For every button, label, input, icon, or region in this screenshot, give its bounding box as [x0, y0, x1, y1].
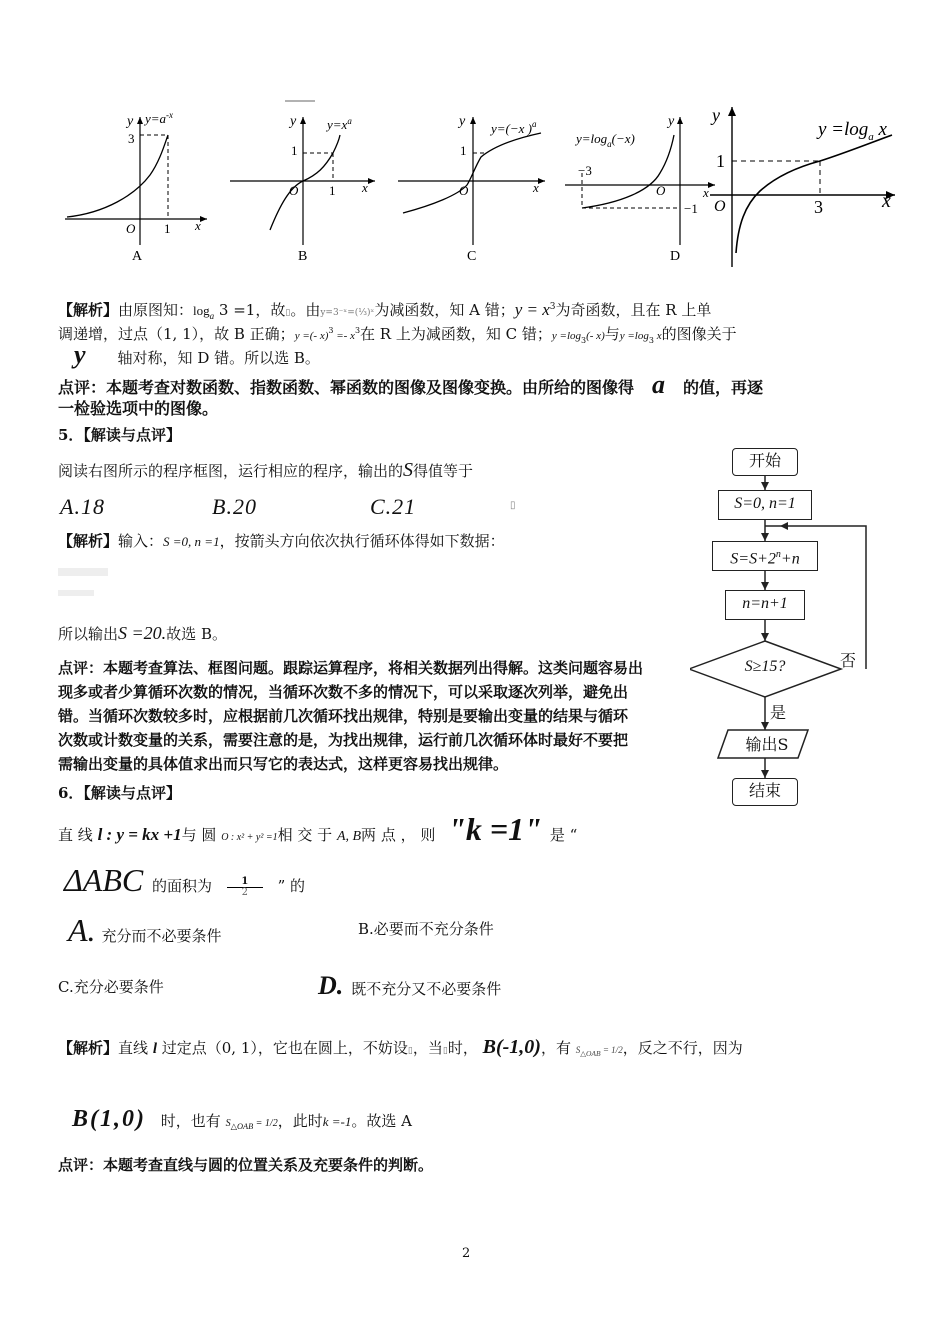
- q6-text: 与 圆: [181, 826, 217, 844]
- q5-math: S: [403, 459, 414, 481]
- graph-b-x-label: x: [362, 180, 368, 195]
- q6-text: ” 的: [277, 877, 306, 895]
- graph-b-y-label: y: [290, 114, 297, 129]
- q4-text: 轴对称，知 D 错。所以选 B。: [117, 349, 320, 367]
- q5-math: S =0, n =1: [163, 534, 220, 549]
- graph-d-tick-x: −3: [578, 163, 592, 178]
- q6-area-expr-2: $S_{\triangle OAB} = 1/2$: [225, 1118, 278, 1131]
- flowchart-step-n: n=n+1: [725, 590, 805, 620]
- graph-d-tick-y: −1: [684, 201, 698, 216]
- flowchart-output: 输出S: [745, 735, 789, 754]
- q6-math-k: k =-1: [322, 1114, 352, 1129]
- graph-a-tick-x: 1: [164, 221, 171, 236]
- q6-area-sub: △OAB: [230, 1122, 254, 1131]
- q6-jiexi-line2: [72, 1104, 412, 1134]
- graph-a-caption: A: [132, 249, 143, 264]
- q5-text: ，按箭头方向依次执行循环体得如下数据：: [219, 532, 505, 550]
- graph-c-caption: C: [467, 249, 477, 264]
- q6-text: 时，: [447, 1039, 478, 1057]
- graph-log-origin: O: [714, 198, 726, 215]
- graph-a-x-label: x: [195, 218, 201, 233]
- q5-option-a: A.18: [60, 494, 105, 519]
- q5-data-table-placeholder: [58, 568, 118, 614]
- flowchart-yes-label: 是: [770, 703, 787, 722]
- q4-text: 调递增，过点（1, 1），故 B 正确；: [58, 325, 295, 343]
- q6-text: ，有: [540, 1039, 571, 1057]
- q4-text: 与: [604, 325, 620, 343]
- flowchart-step-s-a: S=S+2: [730, 550, 776, 568]
- q4-math-y: y: [74, 340, 88, 369]
- q6-text: ，当: [412, 1039, 443, 1057]
- graph-log-tick-x: 3: [814, 197, 823, 217]
- q6-fraction: [227, 877, 263, 898]
- graph-a-curve-label: $y=a^{-x}$: [145, 110, 174, 126]
- q6-area-s: S: [225, 1118, 231, 1129]
- q5-pinping-line: 错。当循环次数较多时，应根据前几次循环找出规律，特别是要输出变量的结果与循环: [58, 707, 629, 725]
- graph-b-tick-x: 1: [329, 183, 336, 198]
- flowchart-start: 开始: [732, 448, 798, 476]
- q6-option-d-mark: D.: [318, 971, 344, 1000]
- q4-math: 3: [549, 302, 556, 312]
- q4-formula-placeholder: y=3⁻ˣ=(⅓)ˣ: [320, 308, 375, 318]
- graph-log-tick-y: 1: [716, 151, 725, 171]
- q6-text: 两 点 ， 则: [361, 826, 436, 844]
- flowchart: [690, 440, 890, 810]
- q6-triangle-abc: ΔABC: [64, 862, 144, 898]
- graph-b-origin: O: [289, 183, 299, 198]
- graph-d: [565, 114, 715, 264]
- q4-text: 的图像关于: [661, 325, 737, 343]
- q6-k-eq: "k =1": [448, 811, 542, 847]
- q6-text: 。故选 A: [351, 1112, 412, 1130]
- q6-text: ，此时: [277, 1112, 323, 1130]
- graph-c: [398, 114, 545, 264]
- graph-d-y-label: y: [668, 114, 675, 129]
- graph-a-origin: O: [126, 221, 136, 236]
- q5-jiexi: [58, 530, 505, 553]
- graphs-row: [55, 95, 915, 275]
- q4-math: y =(- x): [294, 330, 329, 342]
- q6-math: l : y = kx +1: [97, 825, 182, 844]
- graph-c-x-label: x: [533, 180, 539, 195]
- graph-d-caption: D: [670, 249, 681, 264]
- graph-a-y-label: y: [127, 114, 134, 129]
- q6-formula-placeholder: ▯: [407, 1046, 413, 1056]
- q4-text: 在 R 上为减函数，知 C 错；: [360, 325, 552, 343]
- q4-pinping-line2: 一检验选项中的图像。: [58, 399, 219, 418]
- page-number: 2: [462, 1246, 471, 1261]
- q6-option-b: B.必要而不充分条件: [358, 920, 494, 938]
- q6-option-d: [318, 970, 501, 1002]
- graph-log-x-label: x: [882, 190, 891, 212]
- q5-text: 所以输出: [58, 625, 119, 643]
- graph-a: [65, 110, 207, 264]
- q5-option-d-placeholder: ▯: [510, 500, 516, 511]
- q6-option-a-text: 充分而不必要条件: [101, 927, 222, 945]
- flowchart-step-s: [712, 541, 818, 571]
- q5-pinping-line: 点评：本题考查算法、框图问题。跟踪运算程序，将相关数据列出得解。这类问题容易出: [58, 659, 644, 677]
- q4-text: 为减函数，知 A 错；: [374, 301, 515, 319]
- q5-pinping: [58, 656, 643, 776]
- q4-math: log: [193, 303, 210, 318]
- flowchart-end: 结束: [732, 778, 798, 806]
- graph-log-y-label: y: [712, 105, 720, 125]
- graph-b-caption: B: [298, 249, 308, 264]
- q4-text: 为奇函数，且在 R 上单: [555, 301, 712, 319]
- q6-text: 直线: [118, 1039, 149, 1057]
- q6-math-b2: B(1,0): [72, 1106, 146, 1132]
- flowchart-init: S=0, n=1: [718, 490, 812, 520]
- q6-area-num: 1: [611, 1045, 616, 1055]
- graph-log: [710, 105, 895, 267]
- q6-text: 直 线: [58, 826, 93, 844]
- flowchart-step-s-b: +n: [780, 550, 800, 568]
- flowchart-no-label: 否: [840, 651, 857, 670]
- q6-area-den: 2: [272, 1118, 278, 1129]
- q6-formula-placeholder: ▯: [442, 1046, 448, 1056]
- q5-pinping-line: 需输出变量的具体值求出而只写它的表达式，这样更容易找出规律。: [58, 755, 509, 773]
- q6-option-a: [68, 912, 222, 948]
- q6-stem-line2: [64, 860, 305, 900]
- graph-b-curve-label: $y=x^a$: [327, 116, 352, 132]
- q6-text: 时，也有: [160, 1112, 221, 1130]
- q6-area-eq: =: [253, 1118, 265, 1129]
- graph-c-origin: O: [459, 183, 469, 198]
- graph-d-origin: O: [656, 183, 666, 198]
- q4-math: y =log: [619, 330, 649, 342]
- q5-pinping-line: 现多或者少算循环次数的情况，当循环次数不多的情况下，可以采取逐次列举，避免出: [58, 683, 629, 701]
- q4-math: y =log: [551, 330, 582, 342]
- q4-math: 3: [648, 336, 654, 345]
- q4-formula-placeholder: ▯: [285, 308, 291, 318]
- q4-jiexi-line3: [74, 340, 320, 369]
- q4-jiexi-line2: 调递增，过点（1, 1），故 B 正确；y =(- $x)^3 =- x^3$在 R 上为减函数，知 C 错；$y =\log_3(-$ x)与$y =\log_3$ x的图像关于: [58, 325, 737, 345]
- q6-area-expr: $S_{\triangle OAB} = 1/2$: [575, 1045, 623, 1058]
- q5-text: 故选 B。: [166, 625, 227, 643]
- q6-jiexi-line1: [58, 1032, 743, 1062]
- q5-math: S =20.: [118, 623, 167, 643]
- jiexi-heading: 【解析】: [58, 532, 119, 550]
- q4-math-a: a: [652, 370, 666, 399]
- graph-b: [230, 101, 375, 264]
- q6-text: ，反之不行，因为: [622, 1039, 743, 1057]
- q6-frac-den: 2: [227, 887, 263, 898]
- q4-math: (- x): [586, 330, 605, 342]
- graph-c-tick-y: 1: [460, 143, 467, 158]
- jiexi-heading: 【解析】: [58, 301, 119, 319]
- q5-options: [60, 494, 516, 520]
- jiexi-heading: 【解析】: [58, 1039, 119, 1057]
- q4-math: 3: [581, 336, 587, 345]
- graph-a-tick-y: 3: [128, 131, 135, 146]
- q4-text: 由原图知：: [118, 301, 194, 319]
- graph-log-curve-label: $y =\log_a$ x: [818, 119, 887, 143]
- q6-text: 是 “: [549, 826, 578, 844]
- q5-heading: 5．【解读与点评】: [58, 426, 181, 444]
- q6-math-b: B(-1,0): [482, 1036, 541, 1058]
- q6-option-a-mark: A.: [68, 912, 96, 948]
- q6-math: l: [152, 1041, 157, 1057]
- q5-option-c: C.21: [370, 494, 417, 519]
- q6-pinping: 点评：本题考查直线与圆的位置关系及充要条件的判断。: [58, 1156, 434, 1174]
- graph-b-tick-y: 1: [291, 143, 298, 158]
- q4-math: a: [209, 311, 215, 321]
- q5-option-b: B.20: [212, 494, 257, 519]
- q4-pinping-text: 的值，再逐: [683, 378, 764, 397]
- graph-d-curve-label: $y=\log_a(-x)$: [576, 131, 635, 149]
- q5-text: 得值等于: [413, 462, 474, 480]
- q5-pinping-line: 次数或计数变量的关系，需要注意的是，为找出规律，运行前几次循环体时最好不要把: [58, 731, 629, 749]
- q6-area-den: 2: [618, 1045, 623, 1055]
- graph-c-y-label: y: [459, 114, 466, 129]
- q4-pinping-text: 点评：本题考查对数函数、指数函数、幂函数的图像及图像变换。由所给的图像得: [58, 378, 635, 397]
- q6-area-s: S: [575, 1045, 581, 1055]
- q6-text: 的面积为: [152, 877, 213, 895]
- q6-frac-num: 1: [241, 875, 249, 887]
- q6-math: A, B: [336, 829, 362, 844]
- q6-area-sub: △OAB: [580, 1048, 601, 1058]
- q4-text: 3 =1，故: [214, 301, 286, 319]
- q6-area-eq: =: [600, 1045, 612, 1055]
- q6-area-num: 1: [264, 1118, 270, 1129]
- q6-text: 过定点（0, 1），它也在圆上，不妨设: [161, 1039, 408, 1057]
- q4-text: 。由: [290, 301, 321, 319]
- q6-heading: 6．【解读与点评】: [58, 784, 181, 802]
- graph-c-curve-label: y=(−x )$^a$: [491, 119, 537, 136]
- q5-output: [58, 622, 227, 645]
- flowchart-step-s-sup: n: [775, 549, 781, 560]
- flowchart-condition: S≥15?: [744, 658, 786, 675]
- q5-text: 输入：: [118, 532, 164, 550]
- q6-math: O : x² + y² =1: [221, 832, 278, 843]
- q4-math: =- x: [333, 330, 355, 342]
- q4-math: 3: [328, 326, 334, 335]
- q4-math: y = x: [514, 300, 550, 319]
- q6-stem-line1: [58, 812, 577, 846]
- q6-option-c: C.充分必要条件: [58, 978, 164, 996]
- q6-option-d-text: 既不充分又不必要条件: [351, 980, 502, 998]
- q5-stem: [58, 459, 473, 482]
- q4-math: x: [653, 330, 662, 342]
- graph-d-x-label: x: [703, 185, 709, 200]
- q6-text: 相 交 于: [277, 826, 333, 844]
- q5-text: 阅读右图所示的程序框图，运行相应的程序，输出的: [58, 462, 404, 480]
